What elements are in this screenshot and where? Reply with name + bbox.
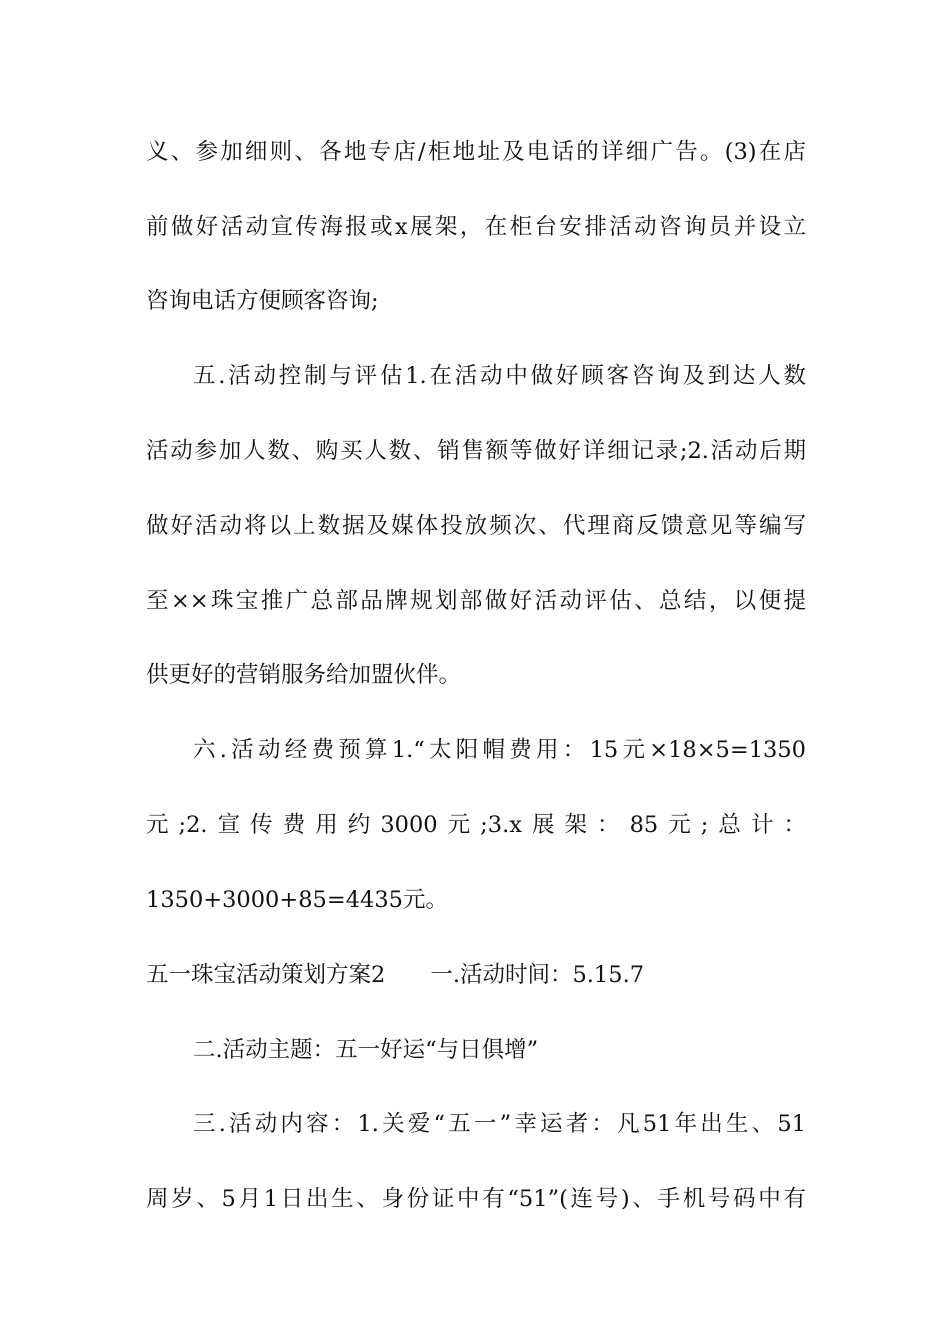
text-line: 周岁、5月1日出生、身份证中有“51”(连号)、手机号码中有 xyxy=(146,1186,806,1212)
text-line: 做好活动将以上数据及媒体投放频次、代理商反馈意见等编写 xyxy=(146,513,806,539)
text-line: 至××珠宝推广总部品牌规划部做好活动评估、总结，以便提 xyxy=(146,588,806,614)
text-line: 1350+3000+85=4435元。 xyxy=(146,887,448,913)
section-heading-line: 六.活动经费预算1.“太阳帽费用：15元×18×5=1350 xyxy=(193,737,806,763)
section-heading-line: 二.活动主题：五一好运“与日俱增” xyxy=(193,1037,539,1063)
text-line: 供更好的营销服务给加盟伙伴。 xyxy=(146,662,462,688)
plan-title-line: 五一珠宝活动策划方案2 一.活动时间：5.15.7 xyxy=(146,962,645,988)
text-line: 活动参加人数、购买人数、销售额等做好详细记录;2.活动后期 xyxy=(146,438,806,464)
text-line: 元;2.宣传费用约3000元;3.x展架：85元;总计： xyxy=(146,812,806,838)
text-line: 前做好活动宣传海报或x展架，在柜台安排活动咨询员并设立 xyxy=(146,214,806,240)
section-heading-line: 五.活动控制与评估1.在活动中做好顾客咨询及到达人数 xyxy=(193,363,806,389)
text-line: 咨询电话方便顾客咨询; xyxy=(146,288,379,314)
text-line: 义、参加细则、各地专店/柜地址及电话的详细广告。(3)在店 xyxy=(146,139,806,165)
section-heading-line: 三.活动内容：1.关爱“五一”幸运者：凡51年出生、51 xyxy=(193,1111,806,1137)
